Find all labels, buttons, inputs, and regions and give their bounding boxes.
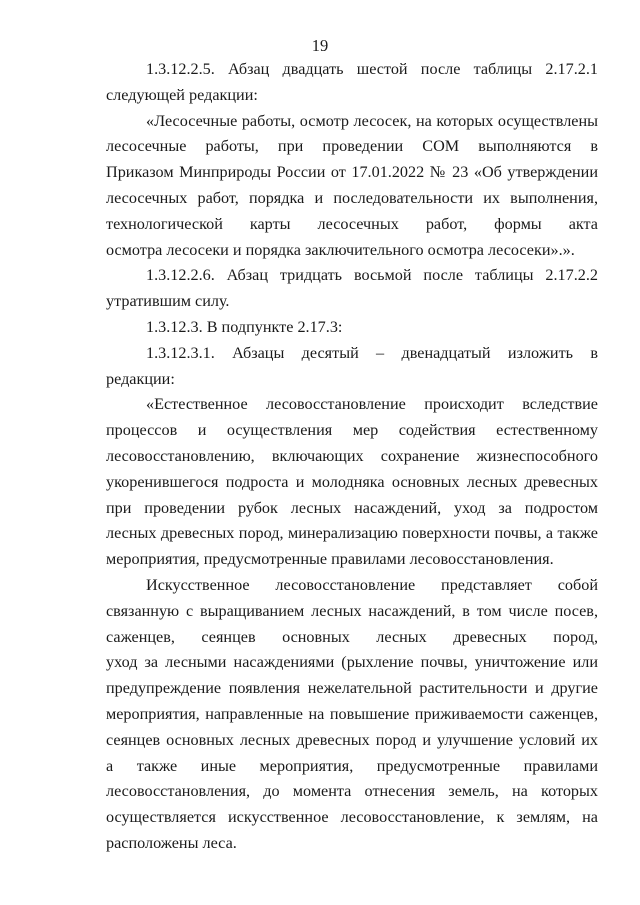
text-line: 1.3.12.2.6. Абзац тридцать восьмой после таблицы 2.17.2.2 [146, 266, 598, 285]
text-line: 1.3.12.3.1. Абзацы десятый – двенадцатый изложить в [146, 343, 598, 362]
text-line: Приказом Минприроды России от 17.01.2022 № 23 «Об утверждении [106, 163, 598, 182]
text-line: лесных древесных пород, минерализацию поверхности почвы, а также [106, 524, 598, 543]
text-line: лесовосстановлению, включающих сохранение жизнеспособного [106, 446, 598, 465]
text-line: укоренившегося подроста и молодняка основных лесных древесных [106, 472, 598, 491]
text-line: расположены леса. [106, 833, 237, 852]
text-line: мероприятия, предусмотренные правилами лесовосстановления. [106, 550, 554, 569]
text-line: уход за лесными насаждениями (рыхление почвы, уничтожение или [106, 653, 598, 672]
text-line: «Естественное лесовосстановление происходит вследствие [146, 395, 598, 414]
text-line: «Лесосечные работы, осмотр лесосек, на которых осуществлены [146, 111, 598, 130]
text-line: процессов и осуществления мер содействия естественному [106, 421, 598, 440]
text-line: саженцев, сеянцев основных лесных древесных пород, [106, 627, 598, 646]
text-line: лесовосстановления, до момента отнесения земель, на которых [106, 782, 598, 801]
text-line: лесосечные работы, при проведении СОМ выполняются в [106, 137, 598, 156]
text-line: осмотра лесосеки и порядка заключительного осмотра лесосеки».». [106, 240, 575, 259]
text-line: технологической карты лесосечных работ, формы акта [106, 214, 598, 233]
text-line: 1.3.12.2.5. Абзац двадцать шестой после таблицы 2.17.2.1 [146, 60, 598, 78]
text-line: сеянцев основных лесных древесных пород и улучшение условий их [106, 730, 598, 749]
text-line: при проведении рубок лесных насаждений, уход за подростом [106, 498, 598, 517]
text-line: лесосечных работ, порядка и последовательности их выполнения, [106, 188, 598, 207]
text-line: следующей редакции: [106, 85, 258, 104]
text-line: мероприятия, направленные на повышение приживаемости саженцев, [106, 704, 598, 723]
document-body [106, 57, 598, 857]
page-number: 19 [311, 36, 329, 55]
text-line: а также иные мероприятия, предусмотренные правилами [106, 756, 598, 775]
text-line: Искусственное лесовосстановление представляет собой [146, 575, 598, 594]
text-line: предупреждение появления нежелательной растительности и другие [106, 679, 598, 698]
text-line: 1.3.12.3. В подпункте 2.17.3: [146, 317, 343, 336]
text-line: осуществляется искусственное лесовосстановление, к землям, на [106, 808, 598, 827]
text-line: связанную с выращиванием лесных насаждений, в том числе посев, [106, 601, 598, 620]
text-line: редакции: [106, 369, 175, 388]
text-line: утратившим силу. [106, 292, 230, 311]
